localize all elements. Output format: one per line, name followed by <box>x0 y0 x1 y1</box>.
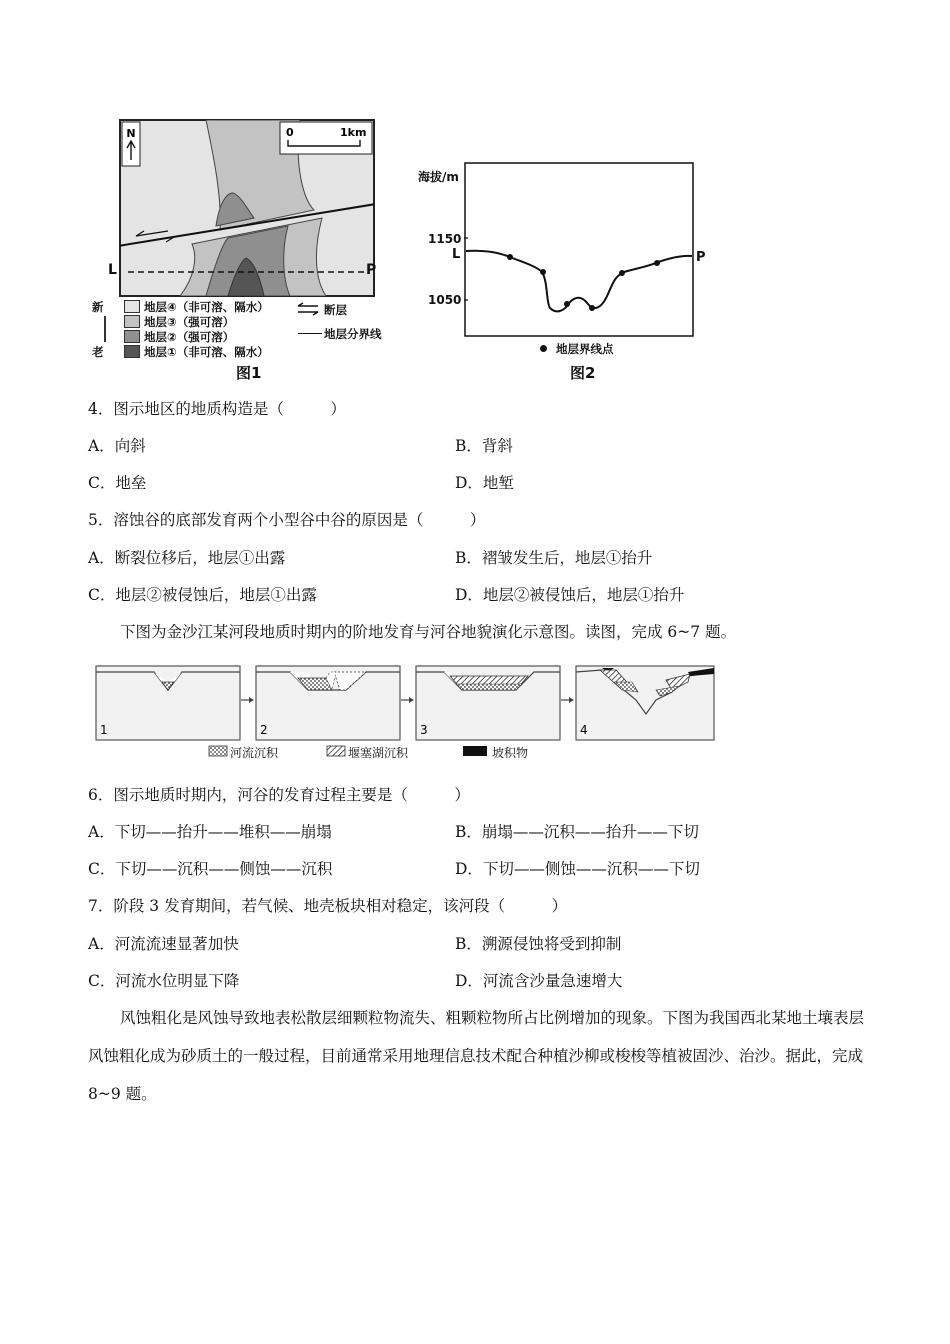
fig2-legend: 地层界线点 <box>556 342 614 356</box>
fig2-tick-1150: 1150 <box>428 232 462 246</box>
legend-layer4: 地层④（非可溶、隔水） <box>144 300 269 314</box>
stage-2-panel <box>256 666 400 740</box>
q4-option-d[interactable]: D．地堑 <box>455 474 514 492</box>
q5-option-c[interactable]: C．地层②被侵蚀后，地层①出露 <box>88 586 317 604</box>
q6-option-d[interactable]: D．下切——侧蚀——沉积——下切 <box>455 860 700 878</box>
legend-layer2: 地层②（强可溶） <box>144 330 235 344</box>
q7-option-c[interactable]: C．河流水位明显下降 <box>88 972 240 990</box>
q4-option-a[interactable]: A．向斜 <box>88 437 146 455</box>
stage-1-label: 1 <box>100 723 108 737</box>
intro-6-7: 下图为金沙江某河段地质时期内的阶地发育与河谷地貌演化示意图。读图，完成 6~7 题。 <box>120 623 737 641</box>
fig2-label-p: P <box>696 250 706 265</box>
figure-1-map <box>118 118 376 298</box>
boundary-line-icon <box>298 333 322 334</box>
q7-stem: 7．阶段 3 发育期间，若气候、地壳板块相对稳定，该河段（ ） <box>88 897 568 915</box>
legend-layer1: 地层①（非可溶、隔水） <box>144 345 269 359</box>
boundary-point-icon <box>540 345 547 352</box>
stage-2-label: 2 <box>260 723 268 737</box>
age-old-label: 老 <box>92 345 104 359</box>
q6-option-b[interactable]: B．崩塌——沉积——抬升——下切 <box>455 823 699 841</box>
fig1-label-p: P <box>366 262 377 278</box>
q7-option-b[interactable]: B．溯源侵蚀将受到抑制 <box>455 935 622 953</box>
legend-river-deposit: 河流沉积 <box>230 746 279 760</box>
q6-option-c[interactable]: C．下切——沉积——侧蚀——沉积 <box>88 860 333 878</box>
legend-fault: 断层 <box>324 303 347 317</box>
fig2-ylabel: 海拔/m <box>418 170 459 184</box>
legend-boundary: 地层分界线 <box>324 327 382 341</box>
figure-1 <box>118 118 376 298</box>
scale-km: 1km <box>340 126 367 139</box>
legend-swatch-layer3 <box>124 315 140 328</box>
figure-3-stages <box>94 660 718 744</box>
fig1-caption: 图1 <box>236 364 262 382</box>
age-arrow-icon <box>104 316 106 342</box>
stage-4-panel <box>576 666 714 740</box>
legend-swatch-layer1 <box>124 345 140 358</box>
fig1-label-l: L <box>108 262 117 278</box>
q7-option-d[interactable]: D．河流含沙量急速增大 <box>455 972 623 990</box>
stage-4-label: 4 <box>580 723 588 737</box>
fig2-tick-1050: 1050 <box>428 293 462 307</box>
q6-stem: 6．图示地质时期内，河谷的发育过程主要是（ ） <box>88 786 470 804</box>
figure-2-profile <box>464 162 694 337</box>
legend-swatch-layer4 <box>124 300 140 313</box>
q5-option-d[interactable]: D．地层②被侵蚀后，地层①抬升 <box>455 586 685 604</box>
legend-layer3: 地层③（强可溶） <box>144 315 235 329</box>
q7-option-a[interactable]: A．河流流速显著加快 <box>88 935 239 953</box>
q4-stem: 4．图示地区的地质构造是（ ） <box>88 400 346 418</box>
q4-option-b[interactable]: B．背斜 <box>455 437 513 455</box>
stage-1-panel <box>96 666 240 740</box>
fig2-label-l: L <box>452 247 461 262</box>
legend-swatch-layer2 <box>124 330 140 343</box>
intro-8-9: 风蚀粗化是风蚀导致地表松散层细颗粒物流失、粗颗粒物所占比例增加的现象。下图为我国西北某地土壤表层风蚀粗化成为砂质土的一般过程，目前通常采用地理信息技术配合种植沙柳或梭梭等植被固沙、治沙。据此，完成 8~9 题。 <box>88 1009 865 1103</box>
scale-zero: 0 <box>286 126 294 139</box>
age-new-label: 新 <box>92 300 104 314</box>
stage-3-panel <box>416 666 560 740</box>
river-deposit-swatch <box>208 745 228 757</box>
fig2-caption: 图2 <box>570 364 596 382</box>
legend-lake-deposit: 堰塞湖沉积 <box>348 746 409 760</box>
lake-deposit-swatch <box>326 745 346 757</box>
q4-option-c[interactable]: C．地垒 <box>88 474 147 492</box>
q5-stem: 5．溶蚀谷的底部发育两个小型谷中谷的原因是（ ） <box>88 511 486 529</box>
stage-3-label: 3 <box>420 723 428 737</box>
north-label: N <box>126 127 136 140</box>
q6-option-a[interactable]: A．下切——抬升——堆积——崩塌 <box>88 823 332 841</box>
q5-option-a[interactable]: A．断裂位移后，地层①出露 <box>88 549 286 567</box>
slope-deposit-swatch <box>463 746 487 756</box>
q5-option-b[interactable]: B．褶皱发生后，地层①抬升 <box>455 549 653 567</box>
fault-symbol-icon <box>296 302 320 316</box>
legend-slope-deposit: 坡积物 <box>492 746 529 760</box>
